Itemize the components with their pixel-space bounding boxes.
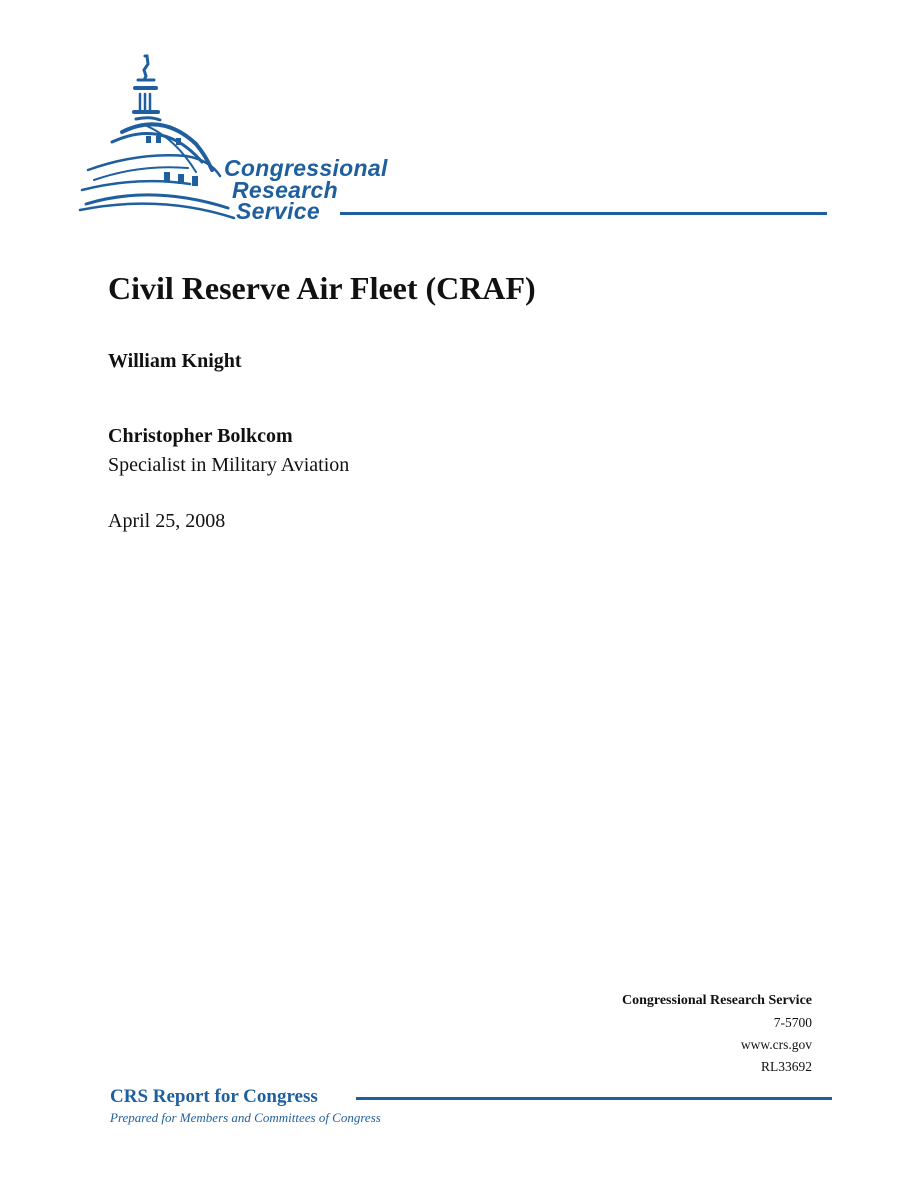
publisher-org: Congressional Research Service [621, 993, 812, 1008]
logo-text-congressional: Congressional [224, 155, 388, 181]
publisher-website[interactable]: www.crs.gov [740, 1037, 812, 1052]
footer-title: CRS Report for Congress [110, 1086, 318, 1107]
logo-text-service: Service [236, 198, 320, 224]
author-name: Christopher Bolkcom [108, 425, 293, 447]
crs-logo [78, 52, 838, 227]
publisher-info [622, 990, 812, 1078]
footer-subtitle: Prepared for Members and Committees of Congress [110, 1110, 381, 1125]
capitol-dome-icon [78, 52, 248, 227]
document-date: April 25, 2008 [108, 510, 226, 532]
logo-divider [340, 212, 827, 215]
footer-divider [356, 1097, 832, 1100]
author-role: Specialist in Military Aviation [108, 454, 350, 476]
logo-text-research: Research [232, 177, 338, 203]
document-title: Civil Reserve Air Fleet (CRAF) [108, 270, 536, 306]
publisher-phone: 7-5700 [773, 1015, 812, 1030]
report-number: RL33692 [760, 1059, 812, 1074]
author-name: William Knight [108, 350, 242, 372]
